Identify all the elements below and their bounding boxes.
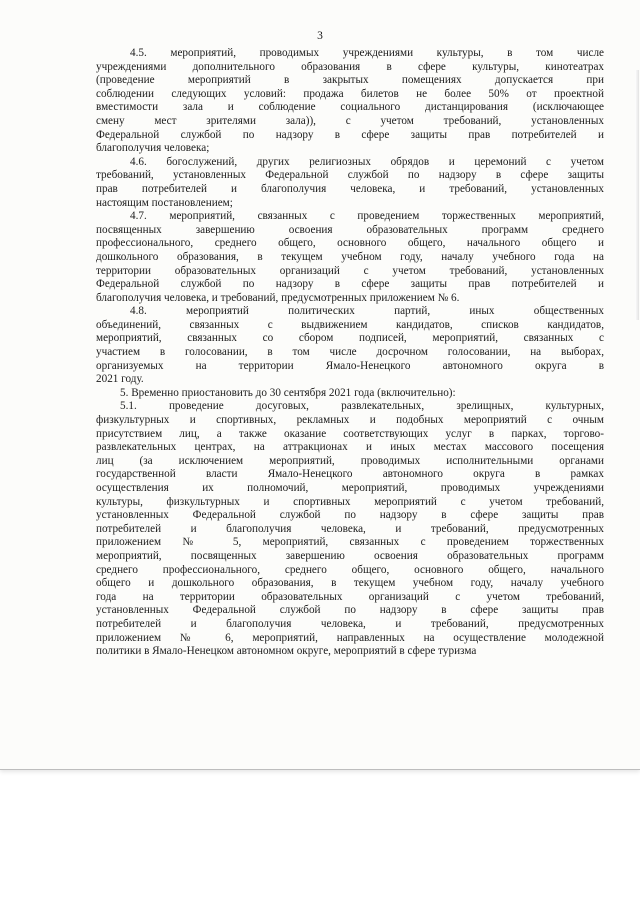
text-line: потребителей и благополучия человека, и требований, предусмотренных: [96, 522, 604, 535]
text-line: дошкольного образования, в текущем учебном году, началу учебного года на: [96, 250, 604, 263]
text-line: установленных Федеральной службой по надзору в сфере защиты прав: [96, 604, 604, 617]
text-line: потребителей и благополучия человека, и требований, предусмотренных: [96, 617, 604, 630]
text-line: мероприятий, посвященных завершению освоения образовательных программ: [96, 549, 604, 562]
text-line: объединений, связанных с выдвижением кандидатов, списков кандидатов,: [96, 318, 604, 331]
text-line: благополучия человека;: [96, 142, 210, 155]
text-line: установленных Федеральной службой по надзору в сфере защиты прав: [96, 509, 604, 522]
text-line: присутствием лиц, а также оказание соответствующих услуг в парках, торгово-: [96, 427, 604, 440]
text-line: 2021 году.: [96, 373, 144, 386]
text-line: мероприятий, связанных со сбором подписей, мероприятий, связанных с: [96, 332, 604, 345]
text-line: года на территории образовательных организаций с учетом требований,: [96, 590, 604, 603]
text-line: государственной власти Ямало-Ненецкого автономного округа в рамках: [96, 468, 604, 481]
paragraph-p4-8: [96, 305, 604, 387]
text-line: 4.6. богослужений, других религиозных обрядов и церемоний с учетом: [130, 155, 604, 168]
text-line: настоящим постановлением;: [96, 196, 233, 209]
text-line: Федеральной службой по надзору в сфере защиты прав потребителей и: [96, 128, 604, 141]
text-line: осуществления их полномочий, мероприятий, проводимых учреждениями: [96, 482, 604, 494]
text-line: лиц (за исключением мероприятий, проводимых исполнительными органами: [96, 454, 604, 467]
text-line: организуемых на территории Ямало-Ненецкого автономного округа в: [96, 359, 604, 372]
scan-edge-shadow: [635, 70, 639, 320]
text-line: 5. Временно приостановить до 30 сентября 2021 года (включительно):: [120, 386, 456, 399]
paragraph-p4-7: [96, 210, 604, 305]
text-line: прав потребителей и благополучия человека, и требований, установленных: [96, 182, 604, 195]
paragraph-p5: [96, 387, 604, 401]
text-line: посвященных завершению освоения образовательных программ среднего: [96, 223, 604, 236]
text-line: смену мест зрителями зала)), с учетом требований, установленных: [96, 114, 604, 127]
text-line: учреждениями дополнительного образования в сфере культуры, кинотеатрах: [96, 60, 604, 73]
text-line: вместимости зала и соблюдение социального дистанцирования (исключающее: [96, 101, 604, 114]
text-line: среднего профессионального, среднего общего, основного общего, начального: [96, 563, 604, 576]
text-line: приложением № 6, мероприятий, направленных на осуществление молодежной: [96, 631, 604, 644]
text-line: (проведение мероприятий в закрытых помещениях допускается при: [96, 74, 604, 87]
text-line: развлекательных центрах, на аттракционах и иных местах массового посещения: [96, 441, 604, 454]
paragraph-p4-5: [96, 47, 604, 156]
text-line: 4.7. мероприятий, связанных с проведением торжественных мероприятий,: [130, 210, 604, 223]
text-line: участием в голосовании, в том числе досрочном голосовании, на выборах,: [96, 346, 604, 359]
text-line: политики в Ямало-Ненецком автономном округе, мероприятий в сфере туризма: [96, 645, 477, 658]
text-line: физкультурных и спортивных, рекламных и подобных мероприятий с очным: [96, 414, 604, 427]
text-line: соблюдении следующих условий: продажа билетов не более 50% от проектной: [96, 87, 604, 100]
text-line: профессионального, среднего общего, основного общего, начального общего и: [96, 237, 604, 250]
text-line: общего и дошкольного образования, в текущем учебном году, началу учебного: [96, 577, 604, 590]
text-line: территории образовательных организаций с учетом требований, установленных: [96, 264, 604, 277]
text-line: 4.5. мероприятий, проводимых учреждениями культуры, в том числе: [130, 47, 604, 59]
text-line: 5.1. проведение досуговых, развлекательных, зрелищных, культурных,: [120, 400, 604, 413]
text-line: культуры, физкультурных и спортивных мероприятий с учетом требований,: [96, 495, 604, 508]
page-number: 3: [317, 30, 323, 42]
paragraph-p5-1: [96, 400, 604, 658]
text-line: 4.8. мероприятий политических партий, иных общественных: [130, 305, 604, 318]
paragraph-p4-6: [96, 156, 604, 210]
text-line: благополучия человека, и требований, предусмотренных приложением № 6.: [96, 291, 460, 304]
text-line: требований, установленных Федеральной службой по надзору в сфере защиты: [96, 169, 604, 182]
text-line: Федеральной службой по надзору в сфере защиты прав потребителей и: [96, 278, 604, 291]
document-body: [96, 47, 604, 659]
text-line: приложением № 5, мероприятий, связанных с проведением торжественных: [96, 536, 604, 549]
